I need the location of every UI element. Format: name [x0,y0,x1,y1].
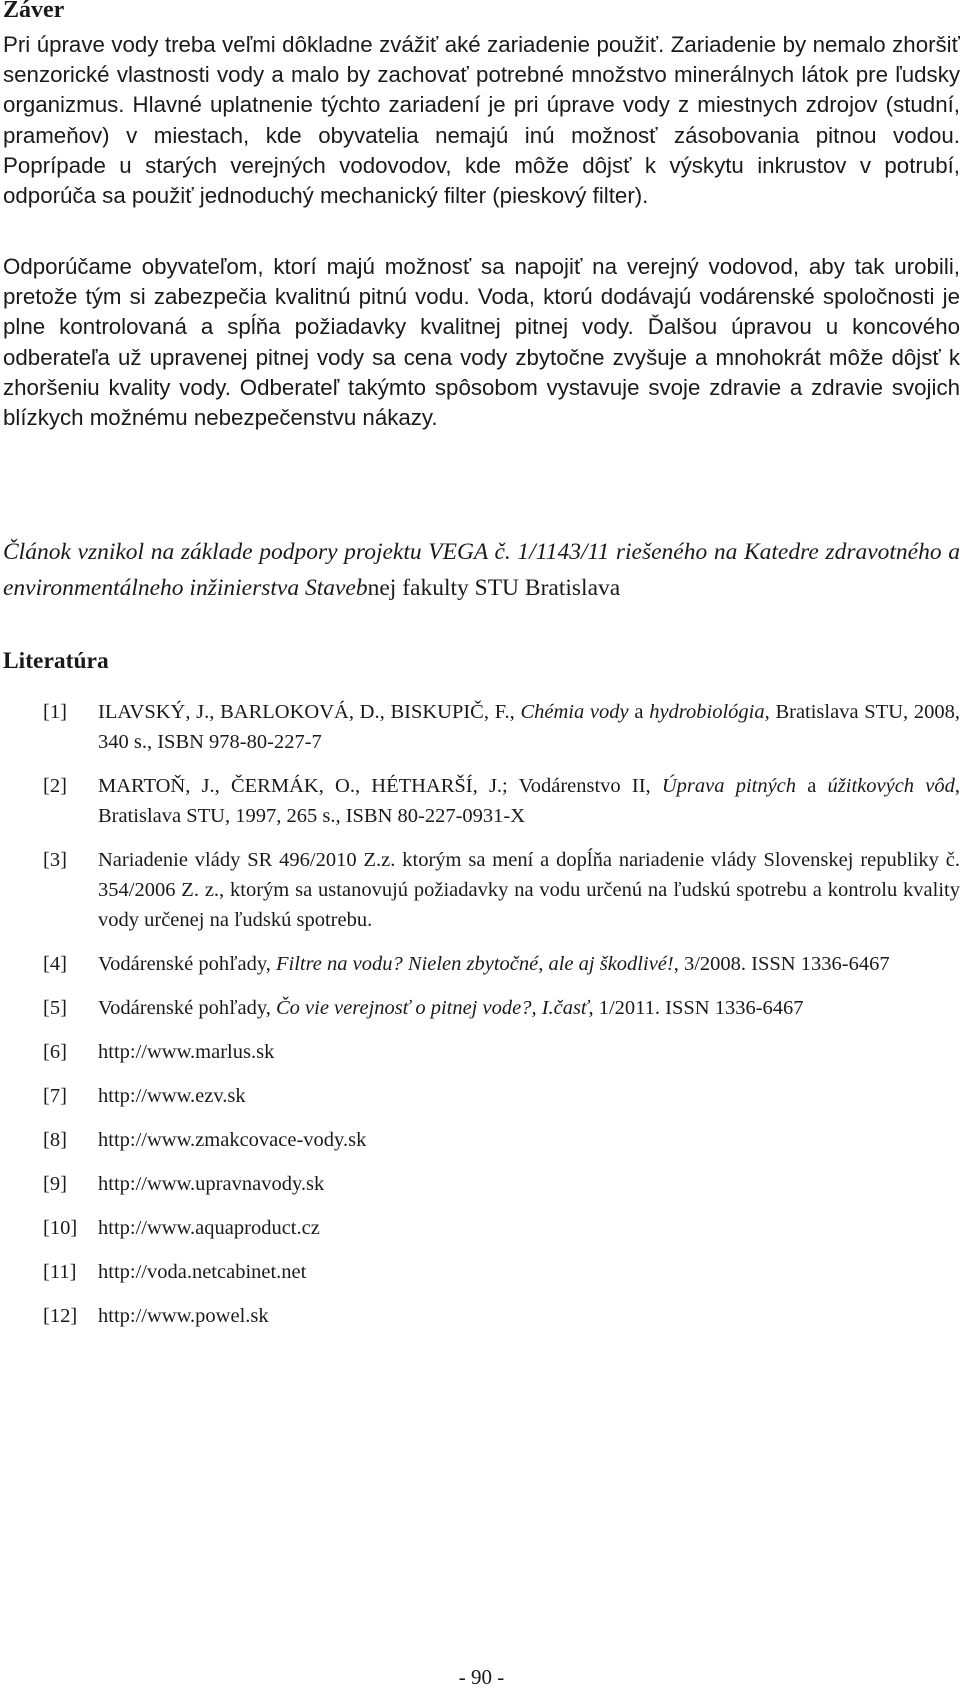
reference-item [3,949,960,979]
section-heading-conclusion: Záver [3,0,65,23]
conclusion-paragraph-1: Pri úprave vody treba veľmi dôkladne zvážiť aké zariadenie použiť. Zariadenie by nemalo zhoršiť senzorické vlastnosti vody a malo by zachovať potrebné množstvo minerálnych látok pre ľudsky organizmus. Hlavné uplatnenie týchto zariadení je pri úprave vody z miestnych zdrojov (studní, prameňov) v miestach, kde obyvatelia nemajú inú možnosť zásobovania pitnou vodou. Poprípade u starých verejných vodovodov, kde môže dôjsť k výskytu inkrustov v potrubí, odporúča sa použiť jednoduchý mechanický filter (pieskový filter). [3,32,960,209]
reference-item [3,845,960,935]
reference-item [3,1213,960,1243]
section-heading-literature: Literatúra [3,648,109,674]
reference-text-part: http://www.powel.sk [98,1305,269,1327]
reference-text [98,1125,960,1155]
reference-text [98,1037,960,1067]
reference-title-italic: Čo vie verejnosť o pitnej vode?, I.časť [275,997,589,1019]
page-number: - 90 - [458,1665,505,1689]
conclusion-paragraph-2: Odporúčame obyvateľom, ktorí majú možnosť sa napojiť na verejný vodovod, aby tak urobili, pretože tým si zabezpečia kvalitnú pitnú vodu. Voda, ktorú dodávajú vodárenské spoločnosti je plne kontrolovaná a spĺňa požiadavky kvalitnej pitnej vody. Ďalšou úpravou u koncového odberateľa už upravenej pitnej vody sa cena vody zbytočne zvyšuje a mnohokrát môže dôjsť k zhoršeniu kvality vody. Odberateľ takýmto spôsobom vystavuje svoje zdravie a zdravie svojich blízkych možnému nebezpečenstvu nákazy. [3,254,960,431]
reference-text [98,1081,960,1111]
reference-text-part: http://www.upravnavody.sk [98,1173,325,1195]
reference-text [98,845,960,935]
reference-title-italic: úžitkových vôd [827,775,955,797]
reference-text-part: http://www.zmakcovace-vody.sk [98,1129,367,1151]
reference-item [3,993,960,1023]
reference-item [3,1169,960,1199]
reference-number: [11] [43,1261,77,1283]
reference-text-part: http://www.aquaproduct.cz [98,1217,320,1239]
reference-text-part: Vodárenské pohľady, [98,953,276,975]
reference-item [3,1125,960,1155]
reference-text-part: a [796,775,828,797]
reference-text-part: ILAVSKÝ, J., BARLOKOVÁ, D., BISKUPIČ, F., [98,701,521,723]
reference-title-italic: hydrobiológia [649,701,765,723]
reference-text [98,697,960,757]
reference-text [98,1169,960,1199]
reference-number: [10] [43,1217,78,1239]
acknowledgement-italic: Článok vznikol na základe podpory projektu VEGA č. 1/1143/11 riešeného na Katedre zdravotného a environmentálneho inžinierstva Staveb [3,539,960,601]
document-page [3,0,960,1691]
reference-item [3,771,960,831]
reference-number: [6] [43,1041,67,1063]
reference-text [98,1257,960,1287]
reference-text-part: , Bratislava STU, 2008, 340 s., ISBN 978-80-227-7 [98,701,960,753]
reference-title-italic: Úprava pitných [661,775,797,797]
reference-text [98,771,960,831]
reference-item [3,697,960,757]
reference-number: [7] [43,1085,67,1107]
reference-text-part: http://voda.netcabinet.net [98,1261,307,1283]
reference-text [98,1301,960,1331]
reference-text-part: http://www.marlus.sk [98,1041,275,1063]
reference-text-part: , 3/2008. ISSN 1336-6467 [673,953,890,975]
reference-number: [1] [43,701,67,723]
reference-text-part: MARTOŇ, J., ČERMÁK, O., HÉTHARŠÍ, J.; Vodárenstvo II, [98,775,662,797]
reference-text-part: Nariadenie vlády SR 496/2010 Z.z. ktorým sa mení a dopĺňa nariadenie vlády Slovenskej republiky č. 354/2006 Z. z., ktorým sa ustanovujú požiadavky na vodu určenú na ľudskú spotrebu a kontrolu kvality vody určenej na ľudskú spotrebu. [98,849,960,931]
reference-title-italic: Filtre na vodu? Nielen zbytočné, ale aj škodlivé! [275,953,674,975]
reference-text-part: Vodárenské pohľady, [98,997,276,1019]
reference-text-part: http://www.ezv.sk [98,1085,246,1107]
reference-number: [8] [43,1129,67,1151]
reference-text-part: a [628,701,650,723]
reference-text [98,993,960,1023]
reference-number: [4] [43,953,67,975]
reference-number: [5] [43,997,67,1019]
reference-list [3,697,960,1345]
acknowledgement-regular: nej fakulty STU Bratislava [367,575,621,601]
reference-title-italic: Chémia vody [520,701,629,723]
reference-text-part: , Bratislava STU, 1997, 265 s., ISBN 80-227-0931-X [98,775,960,827]
reference-number: [12] [43,1305,78,1327]
acknowledgement [3,534,960,606]
reference-item [3,1301,960,1331]
reference-item [3,1081,960,1111]
reference-item [3,1037,960,1067]
reference-text-part: , 1/2011. ISSN 1336-6467 [588,997,804,1019]
reference-text [98,1213,960,1243]
reference-item [3,1257,960,1287]
reference-number: [9] [43,1173,67,1195]
reference-number: [3] [43,849,67,871]
reference-text [98,949,960,979]
reference-number: [2] [43,775,67,797]
